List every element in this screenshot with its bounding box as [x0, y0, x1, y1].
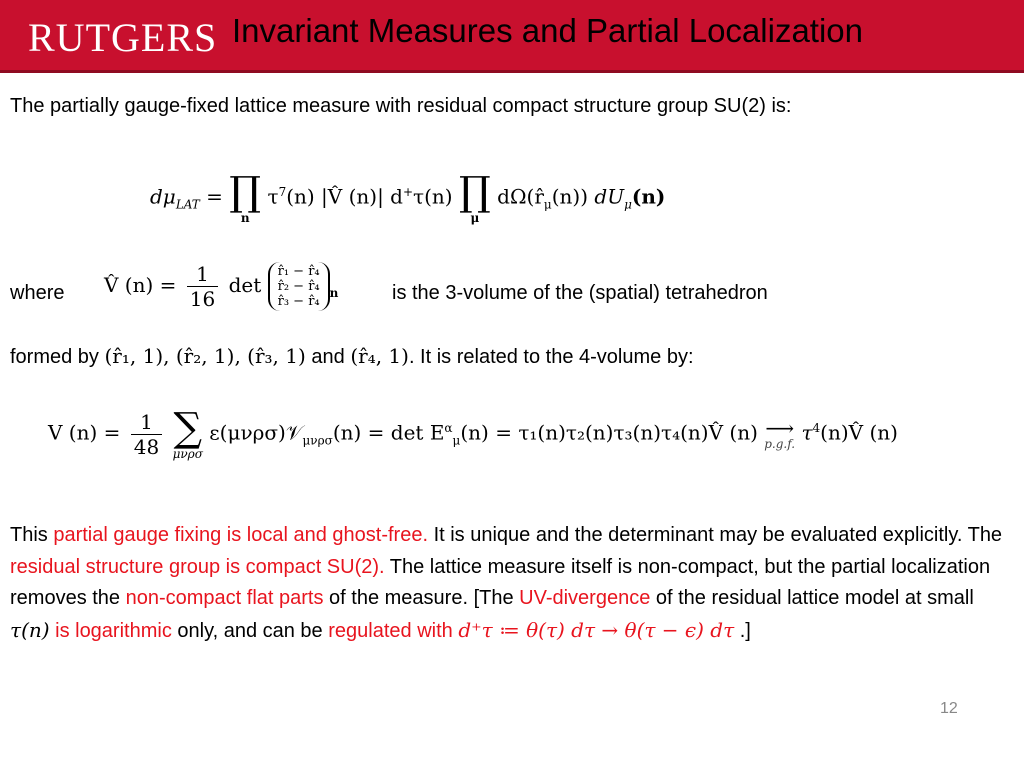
para-highlight-6: regulated with [328, 619, 459, 642]
eq2-arrow [764, 418, 795, 450]
para-text-6: only, and can be [171, 619, 329, 642]
eq2-det-arg: (n) [460, 420, 489, 445]
eq1-equals: = [206, 184, 223, 209]
eq1-tau-exp: 7 [278, 184, 287, 199]
para-highlight-2: residual structure group is compact SU(2). [10, 555, 385, 578]
measure-equation [150, 169, 666, 225]
where-matrix-sub: n [329, 286, 339, 300]
where-frac-num: 1 [187, 262, 218, 287]
formed-pre: formed by [10, 346, 99, 368]
para-highlight-1: partial gauge fixing is local and ghost-free. [53, 524, 429, 546]
eq2-frac-num: 1 [131, 410, 162, 435]
eq2-epsilon: ε(μνρσ)𝒱 [209, 420, 303, 445]
eq1-lhs-sub: LAT [175, 197, 200, 212]
para-math-1: τ(n) [10, 617, 50, 642]
para-highlight-4: UV-divergence [519, 587, 651, 609]
formed-post: . It is related to the 4-volume by: [408, 346, 694, 368]
matrix-row-3: r̂₃ − r̂₄ [277, 294, 320, 309]
eq1-lhs: dμ [150, 184, 176, 209]
intro-text: The partially gauge-fixed lattice measure with residual compact structure group SU(2) is: [10, 95, 792, 117]
para-text-1: This [10, 524, 54, 546]
formed-and: and [311, 346, 345, 368]
eq2-result: (n)V̂ (n) [820, 420, 898, 445]
para-text-2: It is unique and the determinant may be evaluated explicitly. The [428, 524, 1003, 546]
where-label: where [10, 282, 65, 304]
eq2-arrow-label: p.g.f. [764, 437, 796, 451]
volume-equation [104, 262, 338, 311]
eq1-prod-limit: n [240, 211, 250, 225]
explanation-paragraph [10, 520, 1018, 647]
where-frac-den: 16 [189, 287, 216, 311]
para-math-2: d⁺τ ≔ θ(τ) dτ → θ(τ − ϵ) dτ [458, 617, 735, 642]
eq2-fraction [131, 410, 162, 459]
title-bar [0, 0, 1024, 70]
eq2-lhs: V (n) = [48, 420, 121, 445]
para-text-5: of the residual lattice model at small [650, 587, 974, 609]
where-fraction [187, 262, 218, 311]
eq2-sum-limit: μνρσ [172, 447, 203, 461]
eq1-prod-symbol: ∏ [229, 169, 262, 215]
eq2-e-sub: μ [452, 433, 461, 448]
eq1-r-sub: μ [543, 197, 552, 212]
eq2-tau: τ [801, 420, 813, 445]
eq2-e-sup: α [444, 420, 453, 435]
para-highlight-5: is logarithmic [49, 619, 172, 642]
eq2-sum [172, 405, 203, 461]
page-number: 12 [940, 700, 958, 717]
eq2-det: (n) = det E [332, 420, 445, 445]
eq2-tau-exp: 4 [812, 420, 821, 435]
eq2-product: = τ₁(n)τ₂(n)τ₃(n)τ₄(n)V̂ (n) [495, 420, 758, 445]
where-lhs: V̂ (n) = [104, 273, 177, 297]
matrix-row-1: r̂₁ − r̂₄ [277, 264, 320, 279]
eq2-sum-symbol: ∑ [173, 405, 203, 451]
where-description: is the 3-volume of the (spatial) tetrahedron [392, 282, 768, 304]
where-det: det [228, 273, 262, 297]
formed-by-line [10, 340, 694, 373]
eq1-prod2-limit: μ [470, 211, 480, 225]
eq2-frac-den: 48 [133, 434, 160, 459]
eq1-du-sub: μ [624, 197, 632, 212]
para-highlight-3: non-compact flat parts [125, 587, 324, 609]
eq1-volume: (n) |V̂ (n)| d [286, 184, 403, 209]
matrix-row-2: r̂₂ − r̂₄ [277, 279, 320, 294]
eq1-prod2-symbol: ∏ [458, 169, 491, 215]
para-text-7: .] [734, 619, 751, 642]
formed-math-2: (r̂₄, 1) [350, 344, 409, 368]
formed-math-1: (r̂₁, 1), (r̂₂, 1), (r̂₃, 1) [104, 344, 306, 368]
eq2-v-sub: μνρσ [302, 433, 333, 448]
four-volume-equation [48, 405, 898, 461]
header-divider [0, 70, 1024, 73]
eq1-product-mu [458, 169, 491, 225]
eq1-tau-n: τ(n) [413, 184, 453, 209]
where-matrix [268, 262, 330, 311]
eq1-product-n [229, 169, 262, 225]
eq1-du: dU [594, 184, 625, 209]
eq1-domega: dΩ(r̂ [497, 184, 544, 209]
eq1-dplus-sup: + [402, 184, 414, 199]
eq1-domega-close: (n)) [551, 184, 589, 209]
slide-title: Invariant Measures and Partial Localization [232, 12, 864, 49]
eq1-tau: τ [267, 184, 279, 209]
rutgers-logo: RUTGERS [28, 15, 218, 60]
para-text-4: of the measure. [The [323, 587, 520, 609]
eq1-du-arg: (n) [631, 184, 666, 209]
para-text-3: The lattice measure itself is non-compact, but the partial localization removes the [10, 555, 991, 609]
eq2-arrow-symbol: ⟶ [765, 416, 794, 440]
